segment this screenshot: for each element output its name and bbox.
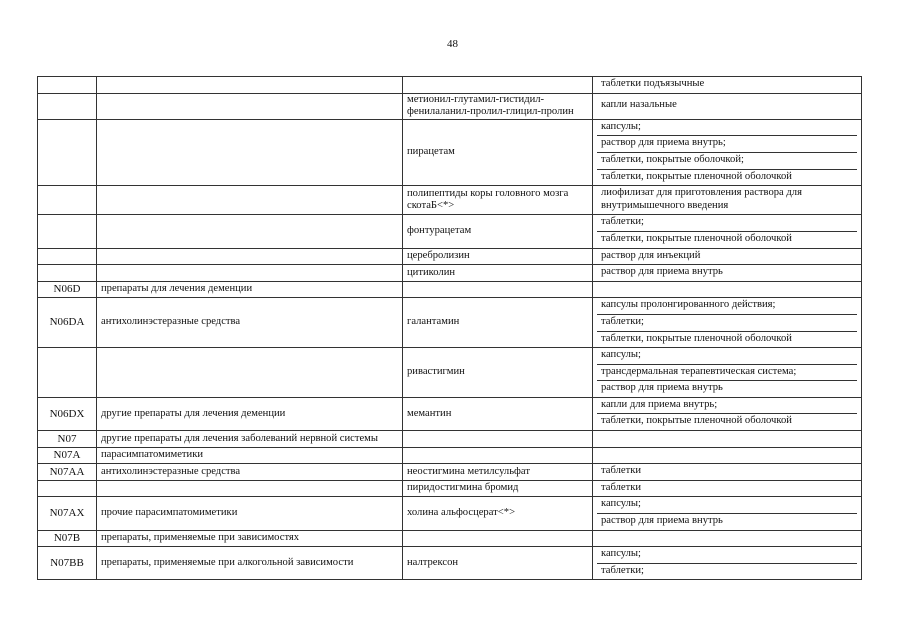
- substance-cell: мемантин: [403, 397, 593, 430]
- table-row: [38, 248, 862, 265]
- dosage-forms-cell: [593, 186, 862, 215]
- dosage-form-item: раствор для приема внутрь: [601, 515, 723, 527]
- dosage-form-item: [597, 531, 857, 547]
- table-row: [38, 464, 862, 481]
- dosage-form-item: раствор для приема внутрь;: [597, 136, 857, 153]
- substance-cell: [403, 447, 593, 464]
- substance-cell: пирацетам: [403, 119, 593, 185]
- dosage-form-item: капли назальные: [601, 99, 677, 111]
- substance-cell: галантамин: [403, 298, 593, 348]
- group-name-cell: [97, 265, 403, 282]
- atc-code-cell: N07AA: [38, 464, 97, 481]
- dosage-forms-cell: [593, 265, 862, 282]
- atc-code-cell: N06DX: [38, 397, 97, 430]
- dosage-forms-cell: [593, 464, 862, 481]
- dosage-form-item: раствор для приема внутрь: [601, 382, 723, 394]
- substance-cell: цитиколин: [403, 265, 593, 282]
- dosage-form-item: капсулы пролонгированного действия;: [597, 298, 857, 315]
- dosage-forms-cell: [593, 447, 862, 464]
- group-name-cell: прочие парасимпатомиметики: [97, 497, 403, 530]
- atc-code-cell: N07A: [38, 447, 97, 464]
- atc-code-cell: [38, 248, 97, 265]
- atc-code-cell: [38, 119, 97, 185]
- atc-code-cell: [38, 93, 97, 119]
- group-name-cell: [97, 186, 403, 215]
- dosage-form-item: таблетки: [601, 465, 642, 477]
- dosage-form-item: таблетки;: [597, 315, 857, 332]
- dosage-form-item: раствор для инъекций: [601, 249, 701, 261]
- dosage-form-item: таблетки, покрытые пленочной оболочкой: [601, 232, 792, 244]
- dosage-form-item: таблетки подъязычные: [601, 78, 705, 89]
- table-row: [38, 186, 862, 215]
- table-row: [38, 348, 862, 398]
- group-name-cell: антихолинэстеразные средства: [97, 298, 403, 348]
- group-name-cell: [97, 77, 403, 94]
- dosage-forms-cell: [593, 248, 862, 265]
- dosage-form-item: таблетки, покрытые пленочной оболочкой: [601, 332, 792, 344]
- dosage-forms-cell: [593, 431, 862, 448]
- dosage-form-item: капсулы;: [597, 348, 857, 365]
- drug-table: [37, 76, 862, 580]
- dosage-forms-cell: [593, 547, 862, 580]
- dosage-form-item: лиофилизат для приготовления раствора для внутримышечного введения: [601, 187, 802, 211]
- dosage-form-item: капли для приема внутрь;: [597, 398, 857, 415]
- substance-cell: метионил-глутамил-гистидил-фенилаланил-пролил-глицил-пролин: [403, 93, 593, 119]
- dosage-forms-cell: [593, 119, 862, 185]
- group-name-cell: другие препараты для лечения заболеваний нервной системы: [97, 431, 403, 448]
- table-row: [38, 119, 862, 185]
- substance-cell: [403, 281, 593, 298]
- dosage-form-item: раствор для приема внутрь: [601, 266, 723, 278]
- dosage-form-item: капсулы;: [597, 120, 857, 137]
- table-row: [38, 547, 862, 580]
- dosage-form-item: капсулы;: [597, 547, 857, 564]
- dosage-form-item: [597, 431, 857, 447]
- atc-code-cell: [38, 265, 97, 282]
- atc-code-cell: N06D: [38, 281, 97, 298]
- group-name-cell: препараты, применяемые при алкогольной зависимости: [97, 547, 403, 580]
- group-name-cell: препараты, применяемые при зависимостях: [97, 530, 403, 547]
- dosage-form-item: [597, 448, 857, 464]
- dosage-forms-cell: [593, 397, 862, 430]
- group-name-cell: [97, 248, 403, 265]
- group-name-cell: антихолинэстеразные средства: [97, 464, 403, 481]
- dosage-form-item: таблетки;: [601, 564, 644, 576]
- dosage-form-item: таблетки: [601, 481, 642, 493]
- dosage-forms-cell: [593, 348, 862, 398]
- dosage-form-item: таблетки, покрытые пленочной оболочкой: [601, 170, 792, 182]
- dosage-form-item: таблетки;: [597, 215, 857, 232]
- table-row: [38, 265, 862, 282]
- substance-cell: неостигмина метилсульфат: [403, 464, 593, 481]
- substance-cell: [403, 77, 593, 94]
- drug-table-body: [38, 77, 862, 580]
- atc-code-cell: [38, 77, 97, 94]
- group-name-cell: [97, 215, 403, 248]
- group-name-cell: препараты для лечения деменции: [97, 281, 403, 298]
- table-row: [38, 298, 862, 348]
- group-name-cell: [97, 119, 403, 185]
- dosage-form-item: капсулы;: [597, 497, 857, 514]
- table-row: [38, 431, 862, 448]
- substance-cell: [403, 431, 593, 448]
- page-number: 48: [447, 38, 458, 50]
- substance-cell: фонтурацетам: [403, 215, 593, 248]
- dosage-forms-cell: [593, 480, 862, 497]
- atc-code-cell: N07BB: [38, 547, 97, 580]
- dosage-forms-cell: [593, 215, 862, 248]
- atc-code-cell: [38, 348, 97, 398]
- substance-cell: церебролизин: [403, 248, 593, 265]
- dosage-forms-cell: [593, 497, 862, 530]
- table-row: [38, 215, 862, 248]
- table-row: [38, 281, 862, 298]
- substance-cell: ривастигмин: [403, 348, 593, 398]
- group-name-cell: другие препараты для лечения деменции: [97, 397, 403, 430]
- table-row: [38, 530, 862, 547]
- atc-code-cell: N07B: [38, 530, 97, 547]
- dosage-forms-cell: [593, 281, 862, 298]
- atc-code-cell: N06DA: [38, 298, 97, 348]
- dosage-form-item: трансдермальная терапевтическая система;: [597, 365, 857, 382]
- substance-cell: налтрексон: [403, 547, 593, 580]
- substance-cell: пиридостигмина бромид: [403, 480, 593, 497]
- atc-code-cell: N07: [38, 431, 97, 448]
- atc-code-cell: [38, 480, 97, 497]
- dosage-form-item: [597, 282, 857, 298]
- group-name-cell: [97, 93, 403, 119]
- table-row: [38, 497, 862, 530]
- substance-cell: полипептиды коры головного мозга скотаБ<*>: [403, 186, 593, 215]
- atc-code-cell: [38, 186, 97, 215]
- table-row: [38, 397, 862, 430]
- table-row: [38, 480, 862, 497]
- dosage-form-item: таблетки, покрытые пленочной оболочкой: [601, 415, 792, 427]
- dosage-forms-cell: [593, 298, 862, 348]
- dosage-forms-cell: [593, 77, 862, 94]
- group-name-cell: парасимпатомиметики: [97, 447, 403, 464]
- dosage-forms-cell: [593, 93, 862, 119]
- dosage-forms-cell: [593, 530, 862, 547]
- table-row: [38, 77, 862, 94]
- atc-code-cell: N07AX: [38, 497, 97, 530]
- atc-code-cell: [38, 215, 97, 248]
- substance-cell: холина альфосцерат<*>: [403, 497, 593, 530]
- group-name-cell: [97, 480, 403, 497]
- substance-cell: [403, 530, 593, 547]
- table-row: [38, 93, 862, 119]
- group-name-cell: [97, 348, 403, 398]
- table-row: [38, 447, 862, 464]
- dosage-form-item: таблетки, покрытые оболочкой;: [597, 153, 857, 170]
